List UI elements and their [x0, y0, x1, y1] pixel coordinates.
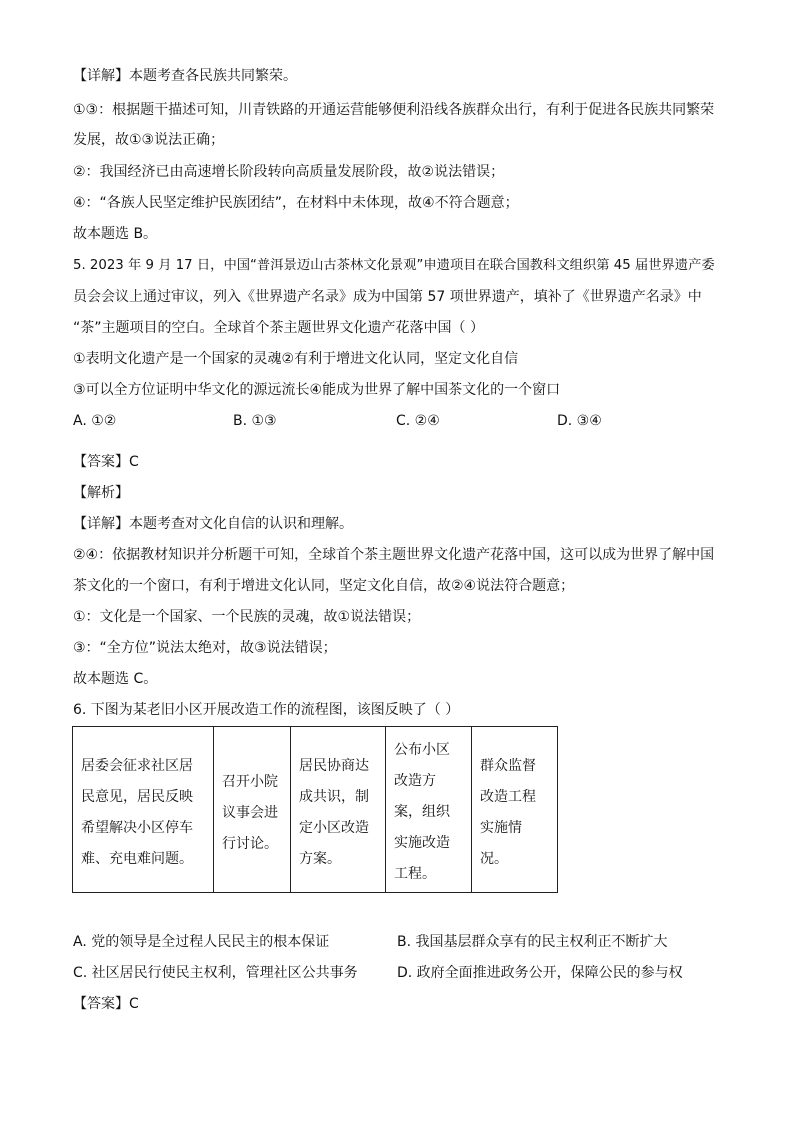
q5-explain-24-line1: ②④：依据教材知识并分析题干可知，全球首个茶主题世界文化遗产花落中国，这可以成为世界了解中国 — [73, 547, 715, 563]
flow-step-4 — [386, 727, 472, 893]
flowchart-table — [72, 726, 558, 893]
q5-statements-2: ③可以全方位证明中华文化的源远流长④能成为世界了解中国茶文化的一个窗口 — [73, 382, 561, 398]
flow-step-1 — [73, 727, 214, 893]
q6-stem: 6. 下图为某老旧小区开展改造工作的流程图，该图反映了（ ） — [73, 702, 460, 718]
explain-4: ④：“各族人民坚定维护民族团结”，在材料中未体现，故④不符合题意； — [73, 195, 519, 211]
q5-stem-line2: 员会会议上通过审议，列入《世界遗产名录》成为中国第 57 项世界遗产，填补了《世界遗产名录》中 — [73, 289, 702, 305]
q5-analysis-heading: 【解析】 — [73, 485, 129, 501]
flow-step-5 — [472, 727, 558, 893]
flow-step-5-text: 群众监督改造工程实施情况。 — [480, 758, 536, 867]
flow-step-2 — [214, 727, 291, 893]
q5-option-a: A. ①② — [73, 413, 117, 429]
detail-heading: 【详解】本题考查各民族共同繁荣。 — [73, 68, 297, 84]
q5-explain-3: ③：“全方位”说法太绝对，故③说法错误； — [73, 640, 337, 656]
q5-explain-1: ①：文化是一个国家、一个民族的灵魂，故①说法错误； — [73, 609, 421, 625]
q6-option-a: A. 党的领导是全过程人民民主的根本保证 — [73, 934, 330, 950]
flowchart-row — [73, 727, 558, 893]
flow-step-1-text: 居委会征求社区居民意见，居民反映希望解决小区停车难、充电难问题。 — [81, 758, 193, 867]
flow-step-4-text: 公布小区改造方案，组织实施改造工程。 — [394, 742, 450, 882]
q6-option-b: B. 我国基层群众享有的民主权利正不断扩大 — [397, 934, 668, 950]
explain-13-line1: ①③：根据题干描述可知，川青铁路的开通运营能够便利沿线各族群众出行，有利于促进各民族共同繁荣 — [73, 102, 715, 118]
q5-option-c: C. ②④ — [396, 413, 440, 429]
q5-stem-line3: “茶”主题项目的空白。全球首个茶主题世界文化遗产花落中国（ ） — [73, 320, 484, 336]
q5-explain-24-line2: 茶文化的一个窗口，有利于增进文化认同，坚定文化自信，故②④说法符合题意； — [73, 578, 575, 594]
q5-option-d: D. ③④ — [557, 413, 602, 429]
explain-13-line2: 发展，故①③说法正确； — [73, 132, 225, 148]
q5-stem-line1: 5. 2023 年 9 月 17 日，中国“普洱景迈山古茶林文化景观”申遗项目在联合国教科文组织第 45 届世界遗产委 — [73, 258, 715, 273]
q5-conclusion: 故本题选 C。 — [73, 671, 158, 687]
q6-option-d: D. 政府全面推进政务公开，保障公民的参与权 — [397, 965, 683, 981]
q5-detail-heading: 【详解】本题考查对文化自信的认识和理解。 — [73, 516, 353, 532]
q5-answer: 【答案】C — [73, 454, 139, 470]
q6-answer: 【答案】C — [73, 996, 139, 1012]
conclusion: 故本题选 B。 — [73, 226, 158, 242]
q6-option-c: C. 社区居民行使民主权利，管理社区公共事务 — [73, 965, 358, 981]
explain-2: ②：我国经济已由高速增长阶段转向高质量发展阶段，故②说法错误； — [73, 164, 505, 180]
q5-statements-1: ①表明文化遗产是一个国家的灵魂②有利于增进文化认同，坚定文化自信 — [73, 351, 519, 367]
flow-step-3-text: 居民协商达成共识，制定小区改造方案。 — [299, 758, 369, 867]
q5-option-b: B. ①③ — [233, 413, 277, 429]
flow-step-3 — [291, 727, 386, 893]
flow-step-2-text: 召开小院议事会进行讨论。 — [222, 774, 278, 852]
